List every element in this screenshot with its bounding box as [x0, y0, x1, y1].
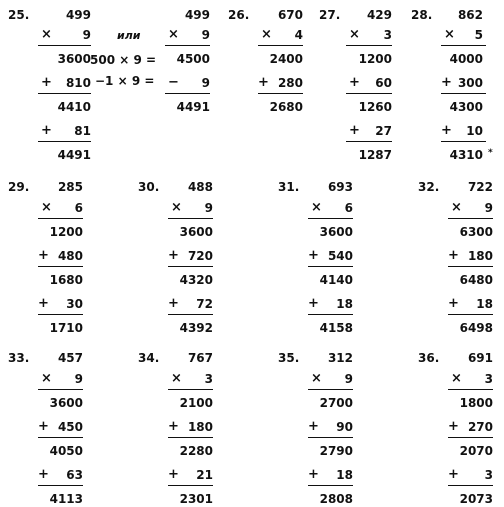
partial-product: 3600 — [179, 225, 213, 239]
addend: 10 — [466, 124, 483, 138]
plus-sign: + — [38, 248, 49, 263]
plus-sign: + — [41, 75, 52, 90]
addend: 180 — [467, 249, 493, 263]
times-sign: × — [171, 371, 182, 386]
result: 2808 — [319, 492, 353, 506]
addend: 280 — [277, 76, 303, 90]
multiplicand: 693 — [327, 180, 353, 194]
times-sign: × — [451, 371, 462, 386]
subtotal: 1680 — [49, 273, 83, 287]
result: 4113 — [49, 492, 83, 506]
underline — [448, 218, 493, 219]
partial-product: 3600 — [319, 225, 353, 239]
addend: 3 — [484, 468, 493, 482]
multiplier: 3 — [484, 372, 493, 386]
result: 2301 — [179, 492, 213, 506]
multiplier: 9 — [484, 201, 493, 215]
underline — [346, 141, 392, 142]
partial-product: 3600 — [49, 396, 83, 410]
problem-number: 29. — [8, 180, 30, 194]
subtotal: 2070 — [459, 444, 493, 458]
plus-sign: + — [441, 123, 452, 138]
plus-sign: + — [258, 75, 269, 90]
underline — [168, 314, 213, 315]
addend: 90 — [336, 420, 353, 434]
multiplier: 9 — [82, 28, 91, 42]
multiplicand: 499 — [65, 8, 91, 22]
problem-number: 26. — [228, 8, 250, 22]
result: 4310 — [449, 148, 483, 162]
plus-sign: + — [441, 75, 452, 90]
footnote-mark: * — [488, 148, 493, 158]
problem-number: 31. — [278, 180, 300, 194]
underline — [346, 45, 392, 46]
addend: 63 — [66, 468, 83, 482]
underline — [308, 389, 353, 390]
underline — [308, 218, 353, 219]
underline — [38, 485, 83, 486]
partial-product: 1200 — [49, 225, 83, 239]
multiplier: 9 — [74, 372, 83, 386]
subtotal: 2790 — [319, 444, 353, 458]
partial-product: 2400 — [269, 52, 303, 66]
multiplicand: 862 — [457, 8, 483, 22]
multiplier: 9 — [204, 201, 213, 215]
times-sign: × — [261, 27, 272, 42]
addend: 450 — [57, 420, 83, 434]
underline — [38, 218, 83, 219]
result: 1710 — [49, 321, 83, 335]
addend: 720 — [187, 249, 213, 263]
times-sign: × — [311, 200, 322, 215]
addend: 18 — [336, 297, 353, 311]
underline — [308, 266, 353, 267]
subtotal: 1260 — [358, 100, 392, 114]
product: 4500 — [176, 52, 210, 66]
underline — [38, 389, 83, 390]
addend: 300 — [457, 76, 483, 90]
addend: 180 — [187, 420, 213, 434]
underline — [346, 93, 392, 94]
equation-2: −1 × 9 = — [95, 74, 155, 88]
underline — [308, 437, 353, 438]
underline — [168, 266, 213, 267]
problem-number: 28. — [411, 8, 433, 22]
multiplier: 9 — [201, 28, 210, 42]
underline — [448, 266, 493, 267]
addend: 18 — [476, 297, 493, 311]
result: 6498 — [459, 321, 493, 335]
multiplier: 9 — [344, 372, 353, 386]
plus-sign: + — [308, 248, 319, 263]
plus-sign: + — [448, 467, 459, 482]
problem-number: 30. — [138, 180, 160, 194]
times-sign: × — [41, 200, 52, 215]
times-sign: × — [451, 200, 462, 215]
multiplicand: 488 — [187, 180, 213, 194]
plus-sign: + — [41, 123, 52, 138]
problem-number: 33. — [8, 351, 30, 365]
result: 4491 — [176, 100, 210, 114]
multiplicand: 285 — [57, 180, 83, 194]
subtotal: 4050 — [49, 444, 83, 458]
partial-product: 6300 — [459, 225, 493, 239]
problem-number: 36. — [418, 351, 440, 365]
times-sign: × — [41, 371, 52, 386]
addend: 810 — [65, 76, 91, 90]
underline — [258, 93, 303, 94]
underline — [38, 437, 83, 438]
multiplier: 6 — [344, 201, 353, 215]
plus-sign: + — [448, 419, 459, 434]
multiplicand: 499 — [184, 8, 210, 22]
multiplicand: 691 — [467, 351, 493, 365]
times-sign: × — [41, 27, 52, 42]
problem-number: 25. — [8, 8, 30, 22]
plus-sign: + — [168, 419, 179, 434]
underline — [258, 45, 303, 46]
partial-product: 3600 — [57, 52, 91, 66]
problem-number: 27. — [319, 8, 341, 22]
addend: 81 — [74, 124, 91, 138]
addend: 60 — [375, 76, 392, 90]
addend: 72 — [196, 297, 213, 311]
addend: 30 — [66, 297, 83, 311]
times-sign: × — [311, 371, 322, 386]
underline — [448, 485, 493, 486]
partial-product: 2100 — [179, 396, 213, 410]
word-ili: или — [117, 29, 141, 42]
times-sign: × — [444, 27, 455, 42]
underline — [441, 45, 486, 46]
subtotal: 6480 — [459, 273, 493, 287]
problem-number: 35. — [278, 351, 300, 365]
underline — [448, 389, 493, 390]
subtotal: 2280 — [179, 444, 213, 458]
plus-sign: + — [308, 296, 319, 311]
plus-sign: + — [308, 467, 319, 482]
subtotal: 4300 — [449, 100, 483, 114]
equation-1: 500 × 9 = — [90, 53, 157, 67]
underline — [168, 218, 213, 219]
plus-sign: + — [448, 296, 459, 311]
result: 2680 — [269, 100, 303, 114]
underline — [441, 93, 486, 94]
underline — [308, 314, 353, 315]
underline — [168, 437, 213, 438]
multiplicand: 312 — [327, 351, 353, 365]
plus-sign: + — [168, 467, 179, 482]
addend: 18 — [336, 468, 353, 482]
minus-sign: − — [168, 75, 179, 90]
subtrahend: 9 — [201, 76, 210, 90]
result: 1287 — [358, 148, 392, 162]
underline — [165, 93, 210, 94]
problem-number: 34. — [138, 351, 160, 365]
underline — [308, 485, 353, 486]
result: 4392 — [179, 321, 213, 335]
problem-number: 32. — [418, 180, 440, 194]
underline — [448, 314, 493, 315]
underline — [38, 93, 91, 94]
plus-sign: + — [349, 123, 360, 138]
partial-product: 1200 — [358, 52, 392, 66]
multiplicand: 767 — [187, 351, 213, 365]
result: 2073 — [459, 492, 493, 506]
partial-product: 1800 — [459, 396, 493, 410]
multiplicand: 670 — [277, 8, 303, 22]
underline — [441, 141, 486, 142]
multiplicand: 429 — [366, 8, 392, 22]
plus-sign: + — [38, 296, 49, 311]
plus-sign: + — [448, 248, 459, 263]
underline — [38, 266, 83, 267]
addend: 27 — [375, 124, 392, 138]
result: 4158 — [319, 321, 353, 335]
plus-sign: + — [38, 419, 49, 434]
multiplier: 3 — [383, 28, 392, 42]
times-sign: × — [171, 200, 182, 215]
addend: 21 — [196, 468, 213, 482]
multiplier: 4 — [294, 28, 303, 42]
addend: 480 — [57, 249, 83, 263]
plus-sign: + — [168, 248, 179, 263]
multiplicand: 457 — [57, 351, 83, 365]
subtotal: 4140 — [319, 273, 353, 287]
times-sign: × — [349, 27, 360, 42]
underline — [168, 485, 213, 486]
subtotal: 4320 — [179, 273, 213, 287]
addend: 540 — [327, 249, 353, 263]
multiplicand: 722 — [467, 180, 493, 194]
multiplier: 3 — [204, 372, 213, 386]
subtotal: 4410 — [57, 100, 91, 114]
partial-product: 4000 — [449, 52, 483, 66]
plus-sign: + — [349, 75, 360, 90]
underline — [38, 141, 91, 142]
times-sign: × — [168, 27, 179, 42]
multiplier: 6 — [74, 201, 83, 215]
partial-product: 2700 — [319, 396, 353, 410]
underline — [168, 389, 213, 390]
result: 4491 — [57, 148, 91, 162]
underline — [165, 45, 210, 46]
underline — [38, 314, 83, 315]
underline — [448, 437, 493, 438]
multiplier: 5 — [474, 28, 483, 42]
plus-sign: + — [308, 419, 319, 434]
plus-sign: + — [38, 467, 49, 482]
addend: 270 — [467, 420, 493, 434]
plus-sign: + — [168, 296, 179, 311]
underline — [38, 45, 91, 46]
